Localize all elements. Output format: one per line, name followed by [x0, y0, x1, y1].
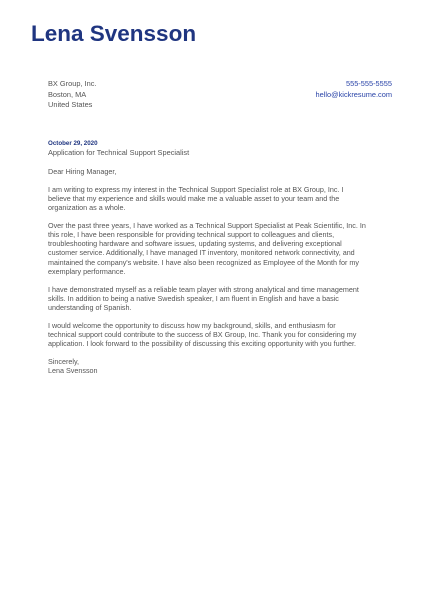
paragraph-line: skills. In addition to being a native Swedish speaker, I am fluent in English and have a basic: [48, 293, 339, 303]
paragraph-skills: [48, 285, 398, 313]
recipient-address: [48, 79, 96, 111]
paragraph-line: believe that my experience and skills would make me a valuable asset to your team and the: [48, 193, 340, 203]
paragraph-line: customer service. Additionally, I have managed IT inventory, monitored network connectivity, and: [48, 248, 355, 258]
signature-name: Lena Svensson: [48, 365, 98, 375]
paragraph-line: exemplary performance.: [48, 266, 126, 276]
closing-phrase: Sincerely,: [48, 356, 80, 366]
letter-date: October 29, 2020: [48, 140, 98, 147]
paragraph-experience: [48, 221, 398, 276]
greeting: Dear Hiring Manager,: [48, 167, 117, 176]
sign-off: [48, 357, 398, 375]
contact-info: [315, 79, 392, 100]
applicant-name: Lena Svensson: [31, 21, 197, 46]
recipient-country: United States: [48, 100, 93, 109]
paragraph-line: I have demonstrated myself as a reliable team player with strong analytical and time management: [48, 284, 359, 294]
paragraph-line: technical support could contribute to the success of BX Group, Inc. Thank you for considering my: [48, 329, 357, 339]
paragraph-line: I am writing to express my interest in the Technical Support Specialist role at BX Group, Inc. I: [48, 184, 344, 194]
paragraph-closing: [48, 321, 398, 349]
paragraph-line: maintained the company's website. I have also been recognized as Employee of the Month for my: [48, 257, 360, 267]
paragraph-line: application. I look forward to the possibility of discussing this exciting opportunity with you further.: [48, 339, 357, 349]
email-link[interactable]: hello@kickresume.com: [315, 89, 392, 99]
paragraph-line: organization as a whole.: [48, 203, 126, 213]
paragraph-line: troubleshooting hardware and software issues, updating systems, and delivering exceptional: [48, 239, 342, 249]
paragraph-line: understanding of Spanish.: [48, 302, 132, 312]
phone-number: 555-555-5555: [345, 79, 392, 88]
paragraph-line: this role, I have been responsible for providing technical support to colleagues and clients,: [48, 230, 335, 240]
paragraph-line: Over the past three years, I have worked as a Technical Support Specialist at Peak Scientific, Inc. In: [48, 220, 366, 230]
recipient-city: Boston, MA: [48, 89, 87, 99]
letter-body: [48, 167, 398, 384]
paragraph-intro: [48, 185, 398, 213]
paragraph-line: I would welcome the opportunity to discuss how my background, skills, and enthusiasm for: [48, 320, 336, 330]
letter-subject: Application for Technical Support Specialist: [48, 148, 190, 157]
recipient-company: BX Group, Inc.: [48, 79, 97, 88]
